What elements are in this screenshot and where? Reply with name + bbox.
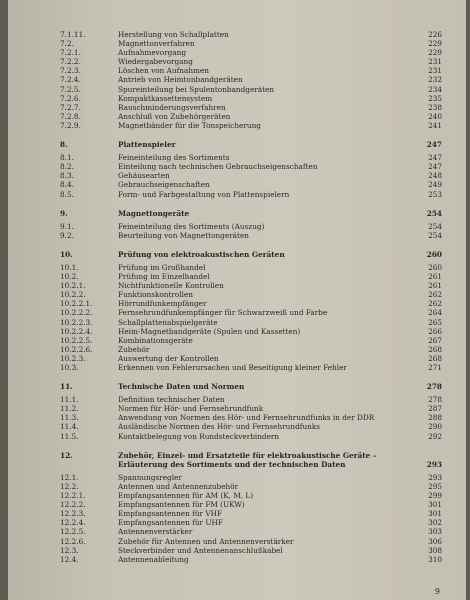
toc-entry (60, 281, 442, 290)
entry-page: 265 (428, 317, 442, 327)
entry-title: Gebrauchseigenschaften (118, 180, 210, 190)
entry-title: Auswertung der Kontrollen (118, 353, 219, 363)
toc-entry (60, 363, 442, 372)
entry-number: 12.4. (60, 554, 79, 564)
entry-number: 12.2.6. (60, 536, 86, 546)
entry-number: 7.2.2. (60, 57, 81, 67)
entry-number: 11. (60, 382, 73, 392)
toc-entry (60, 39, 442, 48)
entry-title: Anschluß von Zubehörgeräten (118, 111, 231, 121)
entry-number: 7.2.6. (60, 93, 81, 103)
entry-page: 260 (426, 249, 442, 259)
entry-title: Magnettonverfahren (118, 39, 195, 49)
entry-page: 249 (428, 180, 442, 190)
entry-number: 8.1. (60, 153, 74, 163)
entry-title: Normen für Hör- und Fernsehrundfunk (118, 404, 264, 414)
entry-title: Erkennen von Fehlerursachen und Beseitigung kleiner Fehler (118, 363, 347, 372)
entry-page: 241 (428, 120, 442, 130)
toc-entry (60, 404, 442, 413)
entry-page: 226 (428, 30, 442, 39)
toc-entry (60, 180, 442, 189)
entry-page: 235 (428, 93, 442, 103)
entry-page: 260 (428, 262, 442, 272)
entry-number: 9.1. (60, 221, 74, 231)
entry-page: 253 (428, 189, 442, 199)
entry-page: 278 (426, 382, 442, 392)
entry-title: Empfangsantennen für AM (K, M, L) (118, 491, 254, 501)
entry-page: 303 (428, 527, 442, 537)
entry-number: 9.2. (60, 230, 74, 240)
entry-number: 7.1.11. (60, 30, 86, 39)
toc-entry (60, 231, 442, 240)
toc-entry (60, 336, 442, 345)
entry-title: Definition technischer Daten (118, 395, 225, 405)
toc-entry (60, 30, 442, 39)
entry-page: 247 (428, 153, 442, 163)
section-gap (60, 240, 442, 250)
entry-page: 295 (428, 481, 442, 491)
entry-number: 10.2.3. (60, 353, 86, 363)
toc-entry (60, 546, 442, 555)
entry-title: Form- und Farbgestaltung von Plattenspielern (118, 189, 290, 199)
entry-page: 248 (428, 171, 442, 181)
entry-title: Kombinationsgeräte (118, 335, 193, 345)
entry-title: Kompaktkassettensystem (118, 93, 213, 103)
toc-entry (60, 94, 442, 103)
toc-entry (60, 48, 442, 57)
entry-page: 247 (426, 140, 442, 150)
entry-page: 229 (428, 48, 442, 58)
entry-number: 10.2.1. (60, 281, 86, 291)
toc-entry (60, 272, 442, 281)
toc-entry (60, 290, 442, 299)
section-gap (60, 441, 442, 451)
entry-page: 278 (428, 395, 442, 405)
toc-chapter-heading (60, 460, 442, 469)
entry-title: Antrieb von Heimtonbandgeräten (118, 75, 243, 85)
toc-entry (60, 527, 442, 536)
entry-title: Spureinteilung bei Spulentonbandgeräten (118, 84, 275, 94)
entry-page: 308 (428, 545, 442, 555)
toc-entry (60, 112, 442, 121)
entry-page: 293 (426, 459, 442, 469)
toc-entry (60, 491, 442, 500)
entry-number: 8.2. (60, 162, 74, 172)
entry-title: Einteilung nach technischen Gebrauchseigenschaften (118, 162, 318, 172)
entry-title: Technische Daten und Normen (118, 382, 245, 392)
entry-number: 12. (60, 450, 73, 460)
toc-entry (60, 509, 442, 518)
toc-entry (60, 422, 442, 431)
entry-page: 262 (428, 290, 442, 300)
toc-entry (60, 153, 442, 162)
entry-title: Prüfung im Großhandel (118, 262, 206, 272)
entry-title: Zubehör, Einzel- und Ersatzteile für elektroakustische Geräte – (118, 450, 377, 460)
entry-title: Funktionskontrollen (118, 290, 193, 300)
entry-page: 229 (428, 39, 442, 49)
entry-page: 310 (428, 554, 442, 564)
entry-page: 292 (428, 431, 442, 441)
toc-entry (60, 413, 442, 422)
toc-chapter-heading (60, 140, 442, 149)
toc-entry (60, 299, 442, 308)
entry-number: 10.2.2.3. (60, 317, 93, 327)
entry-number: 12.2.5. (60, 527, 86, 537)
toc-entry (60, 75, 442, 84)
entry-title: Hörrundfunkempfänger (118, 299, 207, 309)
toc-chapter-heading (60, 382, 442, 391)
toc-entry (60, 263, 442, 272)
entry-number: 12.2. (60, 481, 79, 491)
entry-title: Schallplattenabspielgeräte (118, 317, 218, 327)
entry-title: Herstellung von Schallplatten (118, 30, 229, 39)
entry-title: Anwendung von Normen des Hör- und Fernsehrundfunks in der DDR (118, 413, 375, 423)
entry-number: 12.3. (60, 545, 79, 555)
entry-title: Feineinteilung des Sortiments (118, 153, 230, 163)
toc-entry (60, 500, 442, 509)
toc-chapter-heading (60, 250, 442, 259)
toc-entry (60, 57, 442, 66)
entry-number: 9. (60, 208, 68, 218)
entry-number: 8. (60, 140, 68, 150)
toc-entry (60, 482, 442, 491)
entry-page: 271 (428, 363, 442, 372)
entry-number: 10.2.2.6. (60, 344, 93, 354)
toc-entry (60, 222, 442, 231)
entry-title: Magnetbänder für die Tonspeicherung (118, 120, 261, 130)
entry-page: 299 (428, 491, 442, 501)
entry-number: 10.2.2.4. (60, 326, 93, 336)
toc-entry (60, 473, 442, 482)
entry-title: Nichtfunktionelle Kontrollen (118, 281, 224, 291)
entry-number: 7.2.9. (60, 120, 81, 130)
entry-number: 8.3. (60, 171, 74, 181)
toc-entry (60, 85, 442, 94)
entry-title: Prüfung im Einzelhandel (118, 272, 210, 282)
entry-title: Empfangsantennen für FM (UKW) (118, 500, 245, 510)
entry-page: 287 (428, 404, 442, 414)
entry-number: 11.3. (60, 413, 79, 423)
entry-number: 10.2.2.5. (60, 335, 93, 345)
entry-page: 254 (428, 221, 442, 231)
entry-number: 10. (60, 249, 73, 259)
entry-title: Heim-Magnetbandgeräte (Spulen und Kassetten) (118, 326, 301, 336)
entry-number: 12.2.2. (60, 500, 86, 510)
entry-number: 10.2.2.2. (60, 308, 93, 318)
toc-entry (60, 432, 442, 441)
toc-entry (60, 308, 442, 317)
entry-number: 10.2. (60, 272, 79, 282)
entry-number: 8.4. (60, 180, 74, 190)
entry-number: 7.2.4. (60, 75, 81, 85)
entry-page: 306 (428, 536, 442, 546)
entry-title: Steckverbinder und Antennenanschlußkabel (118, 545, 283, 555)
entry-page: 262 (428, 299, 442, 309)
entry-page: 234 (428, 84, 442, 94)
entry-number: 7.2.1. (60, 48, 81, 58)
page-number: 9 (434, 587, 440, 596)
entry-number: 10.2.2. (60, 290, 86, 300)
entry-number: 7.2.3. (60, 66, 81, 76)
entry-page: 266 (428, 326, 442, 336)
entry-page: 231 (428, 66, 442, 76)
entry-page: 301 (428, 509, 442, 519)
toc-entry (60, 190, 442, 199)
toc-entry (60, 318, 442, 327)
entry-page: 231 (428, 57, 442, 67)
entry-title: Wiedergabevorgang (118, 57, 193, 67)
toc-entry (60, 171, 442, 180)
entry-title: Empfangsantennen für UHF (118, 518, 223, 528)
entry-page: 268 (428, 353, 442, 363)
toc-entry (60, 162, 442, 171)
toc-entry (60, 518, 442, 527)
entry-page: 301 (428, 500, 442, 510)
entry-number: 12.2.3. (60, 509, 86, 519)
entry-title: Löschen von Aufnahmen (118, 66, 209, 76)
entry-title: Zubehör für Antennen und Antennenverstärker (118, 536, 294, 546)
entry-number: 12.1. (60, 472, 79, 482)
entry-number: 7.2. (60, 39, 74, 49)
entry-number: 10.1. (60, 262, 79, 272)
entry-title: Erläuterung des Sortiments und der technischen Daten (118, 459, 346, 469)
entry-title: Zubehör (118, 344, 150, 354)
entry-page: 267 (428, 335, 442, 345)
entry-page: 232 (428, 75, 442, 85)
entry-title: Prüfung von elektroakustischen Geräten (118, 249, 285, 259)
entry-page: 254 (428, 230, 442, 240)
entry-title: Spannungsregler (118, 472, 182, 482)
toc-chapter-heading (60, 451, 442, 460)
entry-page: 268 (428, 344, 442, 354)
section-gap (60, 199, 442, 209)
entry-page: 240 (428, 111, 442, 121)
entry-page: 290 (428, 422, 442, 432)
entry-number: 7.2.7. (60, 102, 81, 112)
entry-number: 11.1. (60, 395, 79, 405)
toc-entry (60, 555, 442, 564)
entry-title: Aufnahmevorgang (118, 48, 187, 58)
section-gap (60, 130, 442, 140)
entry-page: 247 (428, 162, 442, 172)
entry-title: Empfangsantennen für VHF (118, 509, 223, 519)
entry-number: 8.5. (60, 189, 74, 199)
entry-number: 11.2. (60, 404, 79, 414)
entry-title: Fernsehrundfunkempfänger für Schwarzweiß und Farbe (118, 308, 328, 318)
entry-title: Antennen und Antennenzubehör (118, 481, 239, 491)
entry-number: 7.2.5. (60, 84, 81, 94)
toc-entry (60, 121, 442, 130)
toc-entry (60, 354, 442, 363)
entry-page: 238 (428, 102, 442, 112)
entry-number: 11.5. (60, 431, 79, 441)
entry-title: Kontaktbelegung von Rundsteckverbindern (118, 431, 280, 441)
entry-page: 288 (428, 413, 442, 423)
toc-entry (60, 103, 442, 112)
entry-title: Beurteilung von Magnettongeräten (118, 230, 249, 240)
toc-entry (60, 395, 442, 404)
entry-number: 12.2.4. (60, 518, 86, 528)
entry-page: 302 (428, 518, 442, 528)
entry-title: Magnettongeräte (118, 208, 190, 218)
entry-number: 10.2.2.1. (60, 299, 93, 309)
entry-page: 293 (428, 472, 442, 482)
entry-title: Gehäusearten (118, 171, 170, 181)
entry-number: 12.2.1. (60, 491, 86, 501)
entry-page: 261 (428, 272, 442, 282)
entry-title: Antennenableitung (118, 554, 189, 564)
entry-title: Rauschminderungsverfahren (118, 102, 226, 112)
toc-entry (60, 537, 442, 546)
toc-entry (60, 327, 442, 336)
toc-chapter-heading (60, 209, 442, 218)
entry-number: 11.4. (60, 422, 79, 432)
entry-page: 254 (426, 208, 442, 218)
entry-number: 10.3. (60, 363, 79, 372)
entry-number: 7.2.8. (60, 111, 81, 121)
entry-title: Feineinteilung des Sortiments (Auszug) (118, 221, 265, 231)
entry-page: 261 (428, 281, 442, 291)
book-page (8, 0, 466, 600)
section-gap (60, 372, 442, 382)
toc-entry (60, 345, 442, 354)
toc-entry (60, 66, 442, 75)
entry-title: Antennenverstärker (118, 527, 193, 537)
entry-title: Ausländische Normen des Hör- und Fernsehrundfunks (118, 422, 321, 432)
entry-title: Plattenspieler (118, 140, 176, 150)
table-of-contents (60, 30, 442, 564)
entry-page: 264 (428, 308, 442, 318)
